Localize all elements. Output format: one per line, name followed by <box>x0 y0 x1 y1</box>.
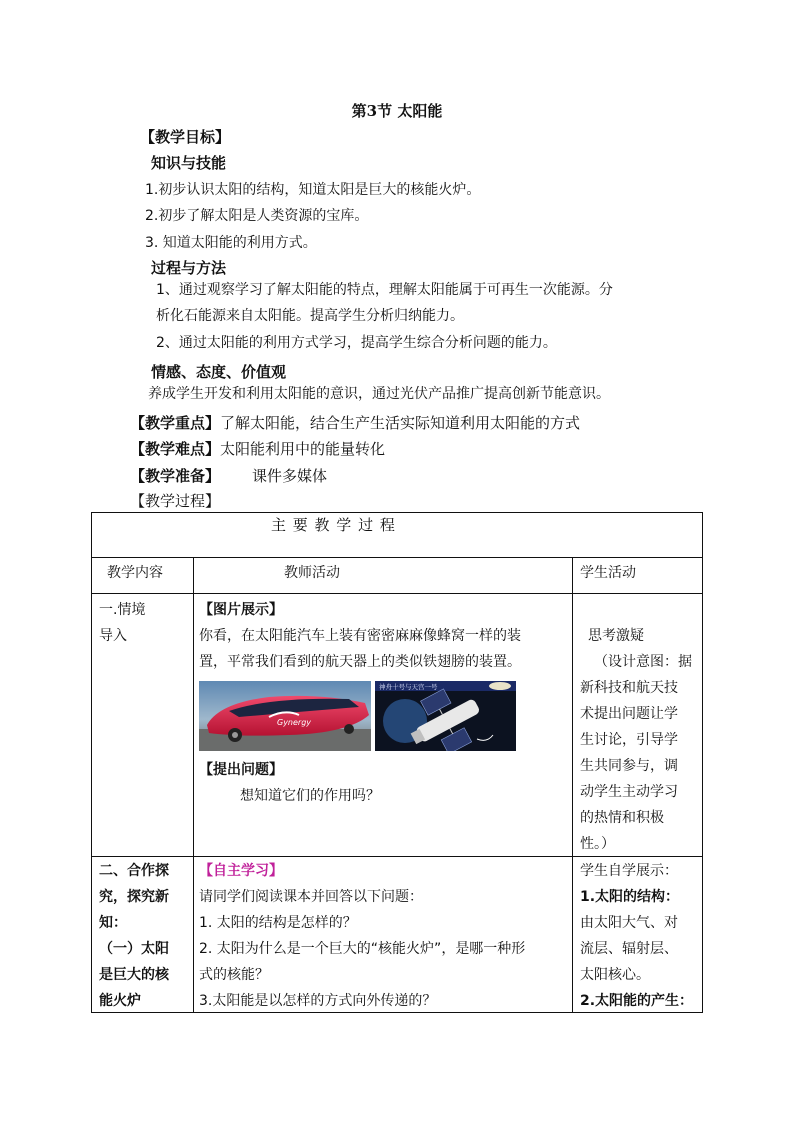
spacecraft-caption: 神舟十号与天宫一号 <box>379 683 438 691</box>
knowledge-item-2: 2.初步了解太阳是人类资源的宝库。 <box>145 208 369 224</box>
row2-content-3: 知： <box>99 915 127 931</box>
row2-student-2: 1.太阳的结构： <box>580 889 680 905</box>
row1-content-2: 导入 <box>99 628 127 644</box>
self-study-heading: 【自主学习】 <box>199 863 283 879</box>
knowledge-item-3: 3. 知道太阳能的利用方式。 <box>145 235 317 251</box>
row1-student-9: 性。） <box>580 836 615 852</box>
key-point-text: 了解太阳能，结合生产生活实际知道利用太阳能的方式 <box>220 414 581 432</box>
row1-student-6: 生共同参与，调 <box>580 758 678 774</box>
row1-teacher-question: 想知道它们的作用吗？ <box>240 788 380 804</box>
row2-teacher-text-3: 2. 太阳为什么是一个巨大的“核能火炉”，是哪一种形 <box>199 941 526 957</box>
row2-content-2: 究，探究新 <box>99 889 169 905</box>
row1-student-4: 术提出问题让学 <box>580 706 678 722</box>
page-title: 第3节 太阳能 <box>351 102 443 120</box>
emotion-text: 养成学生开发和利用太阳能的意识，通过光伏产品推广提高创新节能意识。 <box>148 386 610 402</box>
knowledge-heading: 知识与技能 <box>151 154 227 172</box>
col-content-header: 教学内容 <box>107 565 163 581</box>
method-item-2: 2、通过太阳能的利用方式学习，提高学生综合分析问题的能力。 <box>156 335 557 351</box>
row1-student-2: （设计意图：据 <box>594 654 692 670</box>
row2-teacher-text-5: 3.太阳能是以怎样的方式向外传递的？ <box>199 993 437 1009</box>
row1-teacher-text-2: 置，平常我们看到的航天器上的类似铁翅膀的装置。 <box>199 654 521 670</box>
ask-question-heading: 【提出问题】 <box>199 762 283 778</box>
solar-car-image <box>199 681 371 751</box>
row1-student-8: 的热情和积极 <box>580 810 664 826</box>
row2-content-4: （一）太阳 <box>99 941 169 957</box>
process-label: 【教学过程】 <box>130 492 221 510</box>
row2-student-5: 太阳核心。 <box>580 967 650 983</box>
row1-student-1: 思考激疑 <box>588 628 644 644</box>
picture-show-heading: 【图片展示】 <box>199 602 283 618</box>
method-heading: 过程与方法 <box>151 259 227 277</box>
row1-teacher-text-1: 你看，在太阳能汽车上装有密密麻麻像蜂窝一样的装 <box>199 628 521 644</box>
row1-content-1: 一.情境 <box>99 602 146 618</box>
col-student-header: 学生活动 <box>580 565 636 581</box>
row2-content-6: 能火炉 <box>99 993 141 1009</box>
key-point-label: 【教学重点】 <box>130 414 221 432</box>
col-teacher-header: 教师活动 <box>284 565 340 581</box>
difficulty <box>130 438 385 459</box>
method-item-1: 1、通过观察学习了解太阳能的特点，理解太阳能属于可再生一次能源。分 <box>156 282 613 298</box>
preparation <box>130 465 327 486</box>
row1-student-5: 生讨论，引导学 <box>580 732 678 748</box>
key-point <box>130 412 580 433</box>
row2-content-5: 是巨大的核 <box>99 967 169 983</box>
row2-student-6: 2.太阳能的产生： <box>580 993 694 1009</box>
knowledge-item-1: 1.初步认识太阳的结构，知道太阳是巨大的核能火炉。 <box>145 182 481 198</box>
method-item-1b: 析化石能源来自太阳能。提高学生分析归纳能力。 <box>156 308 464 324</box>
emotion-heading: 情感、态度、价值观 <box>151 363 287 381</box>
spacecraft-image <box>375 681 516 751</box>
objectives-heading: 【教学目标】 <box>140 128 231 146</box>
row2-student-3: 由太阳大气、对 <box>580 915 678 931</box>
row2-content-1: 二、合作探 <box>99 863 169 879</box>
row1-student-7: 动学生主动学习 <box>580 784 678 800</box>
row2-student-1: 学生自学展示： <box>580 863 678 879</box>
row1-student-3: 新科技和航天技 <box>580 680 678 696</box>
row2-student-4: 流层、辐射层、 <box>580 941 678 957</box>
preparation-label: 【教学准备】 <box>130 467 221 485</box>
table-header: 主 要 教 学 过 程 <box>271 516 396 534</box>
difficulty-text: 太阳能利用中的能量转化 <box>220 440 386 458</box>
difficulty-label: 【教学难点】 <box>130 440 221 458</box>
row2-teacher-text-2: 1. 太阳的结构是怎样的？ <box>199 915 357 931</box>
car-logo-text: Gynergy <box>277 718 312 727</box>
row2-teacher-text-4: 式的核能？ <box>199 967 269 983</box>
preparation-text: 课件多媒体 <box>252 467 328 485</box>
row2-teacher-text-1: 请同学们阅读课本并回答以下问题： <box>199 889 423 905</box>
